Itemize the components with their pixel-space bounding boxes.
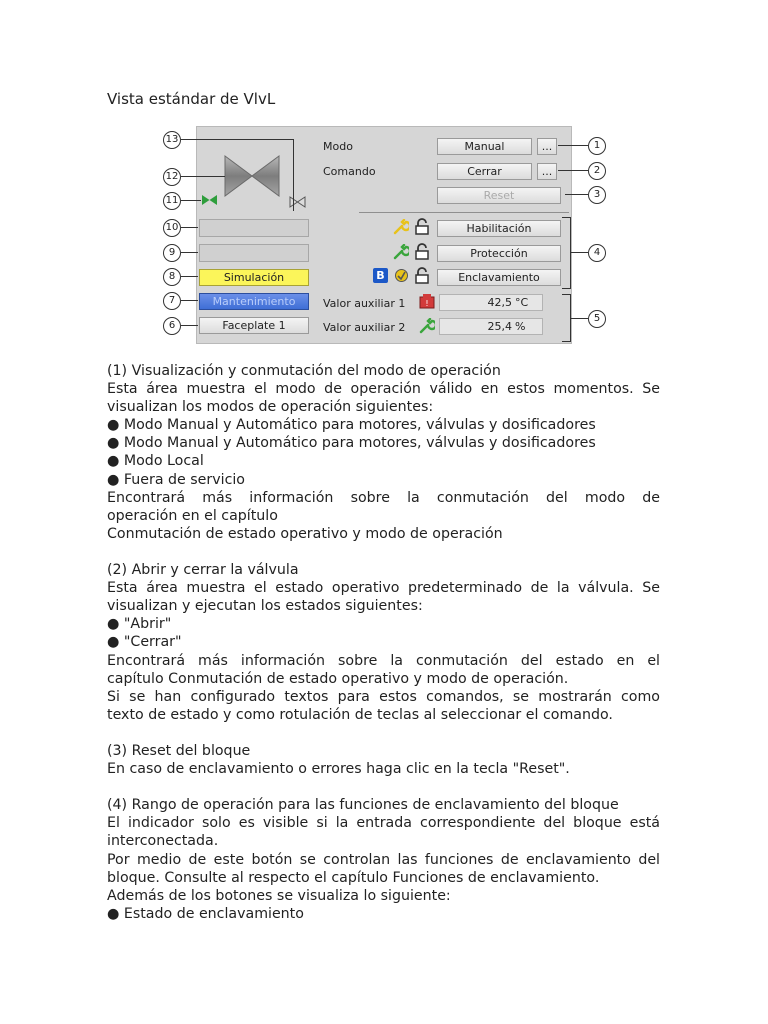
habilitacion-button[interactable]: Habilitación (437, 220, 561, 237)
valve-closed-small-icon (289, 196, 306, 208)
bypass-badge: B (373, 268, 388, 283)
lock-open-icon (415, 267, 429, 284)
body-text (107, 362, 660, 923)
paragraph-line: Conmutación de estado operativo y modo de operación (107, 525, 503, 542)
paragraph-line: Además de los botones se visualiza lo siguiente: (107, 887, 451, 904)
list-item: ● "Abrir" (107, 616, 172, 633)
lock-open-icon (415, 218, 429, 235)
paragraph-line: En caso de enclavamiento o errores haga clic en la tecla "Reset". (107, 761, 570, 778)
faceplate-figure (160, 126, 620, 346)
callout-4: 4 (588, 244, 606, 262)
callout-line (565, 194, 588, 195)
mantenimiento-button[interactable]: Mantenimiento (199, 293, 309, 310)
comando-label: Comando (323, 165, 376, 178)
section-4-title: (4) Rango de operación para las funciones de enclavamiento del bloque (107, 797, 619, 814)
enclavamiento-button[interactable]: Enclavamiento (437, 269, 561, 286)
callout-11: 11 (163, 192, 181, 210)
aux1-unit: °C (515, 296, 529, 309)
callout-line (181, 252, 198, 253)
list-item: ● Modo Manual y Automático para motores, válvulas y dosificadores (107, 417, 596, 434)
aux2-label: Valor auxiliar 2 (323, 321, 406, 334)
status-field-9 (199, 244, 309, 262)
aux2-unit: % (515, 320, 526, 333)
section-3-title: (3) Reset del bloque (107, 742, 251, 759)
callout-1: 1 (588, 137, 606, 155)
paragraph-line: Encontrará más información sobre la conmutación del modo de (107, 489, 660, 506)
paragraph-line: Por medio de este botón se controlan las funciones de enclavamiento del (107, 851, 660, 868)
bracket-4 (562, 217, 570, 218)
callout-5: 5 (588, 310, 606, 328)
paragraph-line: operación en el capítulo (107, 507, 278, 524)
callout-12: 12 (163, 168, 181, 186)
callout-line (181, 300, 198, 301)
callout-10: 10 (163, 219, 181, 237)
callout-line (571, 252, 588, 253)
callout-line (181, 325, 198, 326)
callout-6: 6 (163, 317, 181, 335)
list-item: ● "Cerrar" (107, 634, 182, 651)
bracket-5 (562, 294, 570, 295)
proteccion-button[interactable]: Protección (437, 245, 561, 262)
list-item: ● Fuera de servicio (107, 471, 245, 488)
callout-2: 2 (588, 162, 606, 180)
bracket-4 (570, 217, 571, 289)
callout-line (558, 170, 588, 171)
callout-line (181, 176, 225, 177)
list-item: ● Modo Manual y Automático para motores, válvulas y dosificadores (107, 435, 596, 452)
paragraph-line: visualizan y ejecutan los estados siguientes: (107, 598, 423, 615)
interlock-hand-icon (393, 267, 410, 284)
callout-8: 8 (163, 268, 181, 286)
paragraph-line: interconectada. (107, 833, 219, 850)
faceplate-panel (196, 126, 572, 344)
section-2-title: (2) Abrir y cerrar la válvula (107, 562, 299, 579)
callout-9: 9 (163, 244, 181, 262)
paragraph-line: Esta área muestra el estado operativo predeterminado de la válvula. Se (107, 580, 660, 597)
limit-violation-icon (419, 294, 435, 309)
aux1-label: Valor auxiliar 1 (323, 297, 406, 310)
paragraph-line: texto de estado y como rotulación de teclas al seleccionar el comando. (107, 706, 613, 723)
callout-line (181, 227, 198, 228)
wrench-green-icon (393, 244, 409, 260)
callout-13: 13 (163, 131, 181, 149)
comando-button[interactable]: Cerrar (437, 163, 532, 180)
section-1-title: (1) Visualización y conmutación del modo de operación (107, 363, 501, 379)
bracket-5 (562, 341, 570, 342)
paragraph-line: bloque. Consulte al respecto el capítulo Funciones de enclavamiento. (107, 869, 600, 886)
callout-7: 7 (163, 292, 181, 310)
separator-line (359, 212, 569, 213)
faceplate-button[interactable]: Faceplate 1 (199, 317, 309, 334)
paragraph-line: capítulo Conmutación de estado operativo y modo de operación. (107, 670, 569, 687)
bracket-4 (562, 288, 570, 289)
comando-more-button[interactable]: ... (537, 163, 557, 180)
lock-open-icon (415, 243, 429, 260)
status-field-10 (199, 219, 309, 237)
callout-line (293, 139, 294, 211)
paragraph-line: Encontrará más información sobre la conmutación del estado en el (107, 652, 660, 669)
modo-button[interactable]: Manual (437, 138, 532, 155)
valve-open-small-icon (201, 194, 218, 206)
list-item: ● Modo Local (107, 453, 204, 470)
reset-button[interactable]: Reset (437, 187, 561, 204)
valve-icon (223, 155, 281, 197)
paragraph-line: El indicador solo es visible si la entrada correspondiente del bloque está (107, 815, 660, 832)
aux1-value: 42,5 (439, 294, 543, 311)
list-item: ● Estado de enclavamiento (107, 905, 304, 922)
paragraph-line: Si se han configurado textos para estos comandos, se mostrarán como (107, 688, 660, 705)
svg-text:!: ! (425, 299, 429, 308)
wrench-green-icon (419, 318, 435, 334)
callout-line (571, 318, 588, 319)
modo-more-button[interactable]: ... (537, 138, 557, 155)
callout-line (181, 200, 201, 201)
callout-line (181, 276, 198, 277)
paragraph-line: visualizan los modos de operación siguientes: (107, 399, 434, 416)
callout-line (181, 139, 293, 140)
callout-3: 3 (588, 186, 606, 204)
callout-line (558, 145, 588, 146)
paragraph-line: Esta área muestra el modo de operación válido en estos momentos. Se (107, 381, 660, 398)
wrench-yellow-icon (393, 219, 409, 235)
modo-label: Modo (323, 140, 353, 153)
aux2-value: 25,4 (439, 318, 543, 335)
page-title: Vista estándar de VlvL (107, 90, 276, 108)
simulacion-button[interactable]: Simulación (199, 269, 309, 286)
